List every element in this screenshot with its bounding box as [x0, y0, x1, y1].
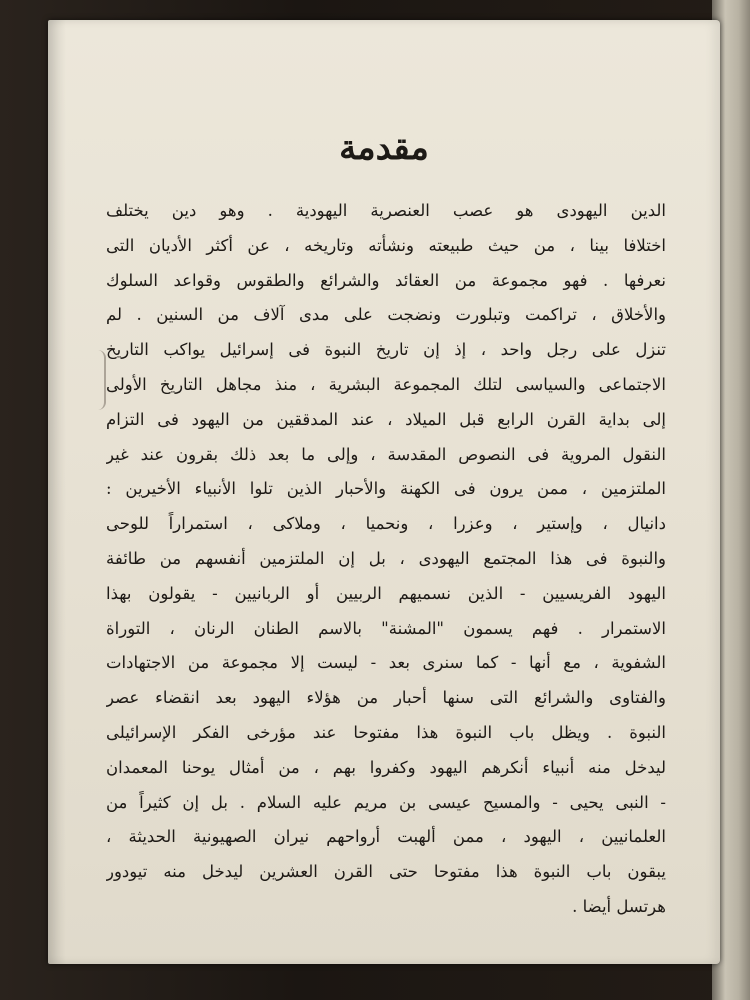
page-title: مقدمة [339, 128, 429, 168]
text-line: النبوة . ويظل باب النبوة هذا مفتوحا عند مؤرخى الفكر الإسرائيلى [106, 722, 666, 742]
text-line: اختلافا بينا ، من حيث طبيعته ونشأته وتاريخه ، عن أكثر الأديان التى [106, 235, 666, 255]
text-line: الدين اليهودى هو عصب العنصرية اليهودية . وهو دين يختلف [106, 201, 666, 220]
text-line: إلى بداية القرن الرابع قبل الميلاد ، عند المدققين من اليهود فى التزام [106, 409, 666, 429]
text-line: نعرفها . فهو مجموعة من العقائد والشرائع والطقوس وقواعد السلوك [106, 270, 666, 290]
text-line: الاجتماعى والسياسى لتلك المجموعة البشرية ، منذ مجاهل التاريخ الأولى [106, 374, 666, 394]
text-line: الشفوية ، مع أنها - كما سنرى بعد - ليست إلا مجموعة من الاجتهادات [106, 653, 666, 673]
text-line: والفتاوى والشرائع التى سنها أحبار من هؤلاء اليهود بعد انقضاء عصر [106, 688, 666, 708]
text-line: الملتزمين ، ممن يرون فى الكهنة والأحبار الذين تلوا الأنبياء الأخيرين : [106, 479, 666, 499]
text-line: والأخلاق ، تراكمت وتبلورت ونضجت على مدى آلاف من السنين . لم [106, 305, 666, 325]
book-page [48, 20, 720, 964]
text-line: دانيال ، وإستير ، وعزرا ، ونحميا ، وملاكى ، استمراراً للوحى [106, 514, 666, 534]
text-line: هرتسل أيضا . [572, 896, 666, 916]
text-line: - النبى يحيى - والمسيح عيسى بن مريم عليه السلام . بل إن كثيراً من [106, 792, 666, 812]
text-line: تنزل على رجل واحد ، إذ إن تاريخ النبوة فى إسرائيل يواكب التاريخ [106, 340, 666, 360]
text-line: النقول المروية فى النصوص المقدسة ، وإلى ما بعد ذلك بقرون عند غير [106, 444, 666, 464]
text-line: والنبوة فى هذا المجتمع اليهودى ، بل إن الملتزمين أنفسهم من طائفة [106, 548, 666, 568]
text-line: العلمانيين ، اليهود ، ممن ألهبت أرواحهم نيران الصهيونية الحديثة ، [106, 827, 666, 847]
text-line: يبقون باب النبوة هذا مفتوحا حتى القرن العشرين ليدخل منه تيودور [106, 862, 666, 882]
body-text [106, 194, 666, 925]
text-line: ليدخل منه أنبياء أنكرهم اليهود وكفروا بهم ، من أمثال يوحنا المعمدان [106, 757, 666, 777]
text-line: اليهود الفريسيين - الذين نسميهم الربيين أو الربانيين - يقولون بهذا [106, 583, 666, 603]
binding-mark [94, 350, 106, 410]
text-line: الاستمرار . فهم يسمون "المشنة" بالاسم الطنان الرنان ، التوراة [106, 618, 666, 638]
